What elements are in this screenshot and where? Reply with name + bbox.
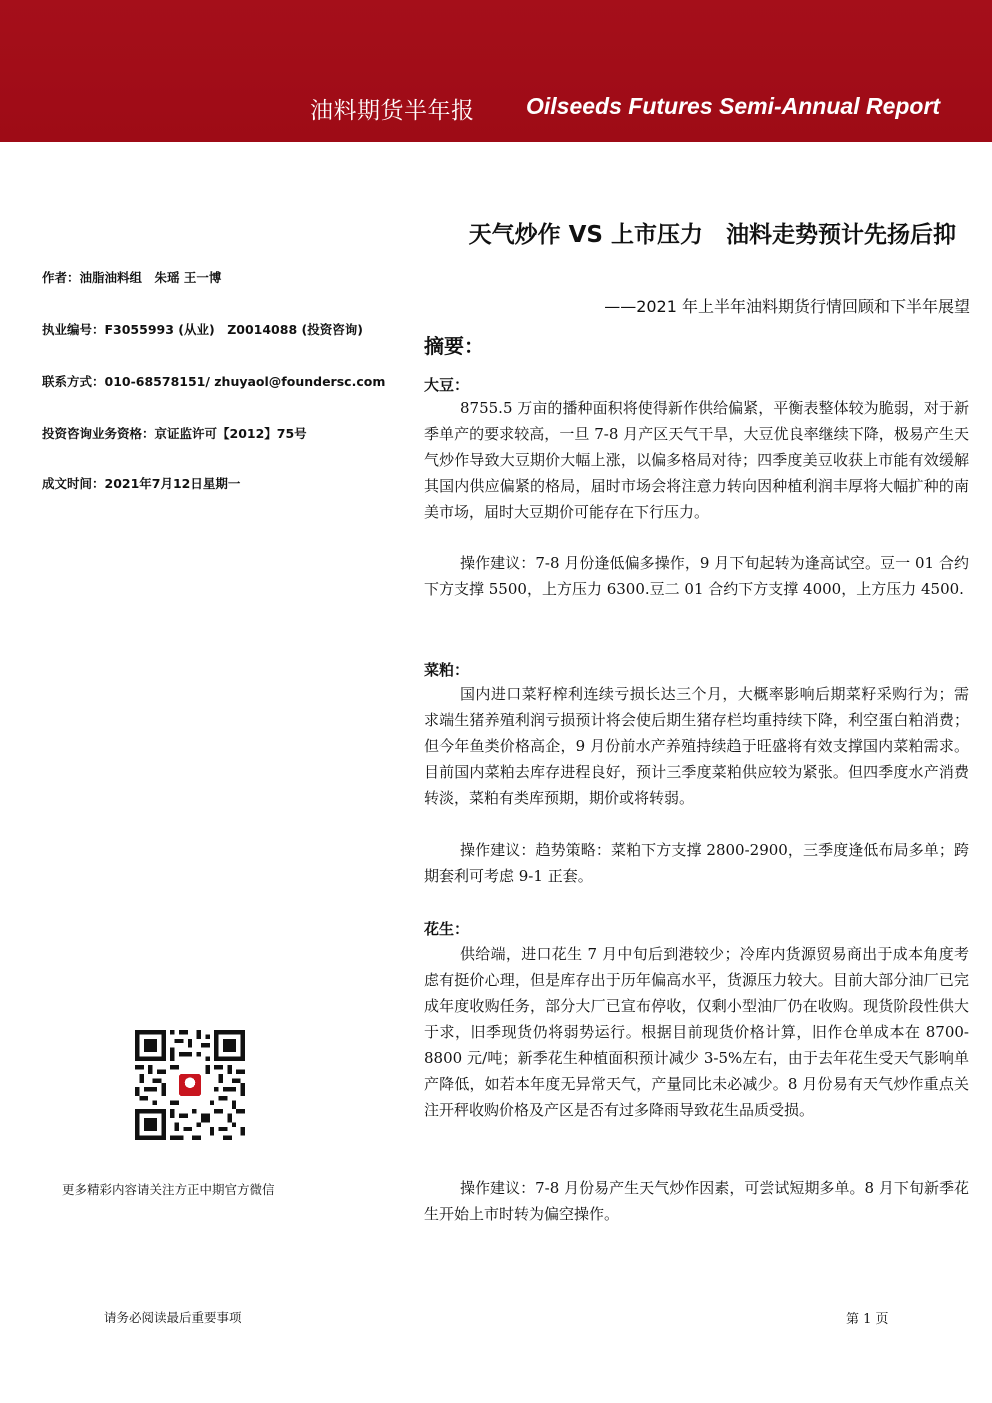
report-subtitle: ——2021 年上半年油料期货行情回顾和下半年展望: [604, 297, 970, 316]
wechat-qr-code: [135, 1030, 245, 1140]
header-title-en: Oilseeds Futures Semi-Annual Report: [526, 93, 941, 119]
section-heading-soybean: 大豆：: [424, 376, 470, 394]
header-title-cn: 油料期货半年报: [310, 98, 475, 124]
paragraph-peanut-analysis: 供给端，进口花生 7 月中旬后到港较少；冷库内货源贸易商出于成本角度考虑有挺价心理，但是库存出于历年偏高水平，货源压力较大。目前大部分油厂已完成年度收购任务，部分大厂已宣布停收，仅剩小型油厂仍在收购。现货阶段性供大于求，旧季现货仍将弱势运行。根据目前现货价格计算，旧作仓单成本在 8700-8800 元/吨；新季花生种植面积预计减少 3-5%左右，由于去年花生受天气影响单产降低，如若本年度无异常天气，产量同比未必减少。8 月份易有天气炒作重点关注开秤收购价格及产区是否有过多降雨导致花生品质受损。: [424, 945, 969, 1119]
paragraph-rapeseed-analysis: 国内进口菜籽榨利连续亏损长达三个月，大概率影响后期菜籽采购行为；需求端生猪养殖利润亏损预计将会使后期生猪存栏均重持续下降，利空蛋白粕消费；但今年鱼类价格高企，9 月份前水产养殖持续趋于旺盛将有效支撑国内菜粕需求。目前国内菜粕去库存进程良好，预计三季度菜粕供应较为紧张。但四季度水产消费转淡，菜粕有类库预期，期价或将转弱。: [424, 685, 969, 807]
header-banner: [0, 0, 992, 142]
contact-line: 联系方式：010-68578151/ zhuyaol@foundersc.com: [42, 374, 386, 389]
abstract-title: 摘要：: [424, 334, 484, 358]
section-heading-peanut: 花生：: [424, 920, 470, 938]
footer-notice: 请务必阅读最后重要事项: [104, 1310, 242, 1325]
paragraph-rapeseed-advice: 操作建议：趋势策略：菜粕下方支撑 2800-2900，三季度逢低布局多单；跨期套利可考虑 9-1 正套。: [424, 841, 969, 885]
qualification-line: 投资咨询业务资格：京证监许可【2012】75号: [42, 426, 307, 441]
qr-caption: 更多精彩内容请关注方正中期官方微信: [62, 1182, 275, 1197]
paragraph-soybean-analysis: 8755.5 万亩的播种面积将使得新作供给偏紧，平衡表整体较为脆弱，对于新季单产的要求较高，一旦 7-8 月产区天气干旱，大豆优良率继续下降，极易产生天气炒作导致大豆期价大幅上涨，以偏多格局对待；四季度美豆收获上市能有效缓解其国内供应偏紧的格局，届时市场会将注意力转向因种植利润丰厚将大幅扩种的南美市场，届时大豆期价可能存在下行压力。: [424, 399, 969, 521]
paragraph-soybean-advice: 操作建议：7-8 月份逢低偏多操作，9 月下旬起转为逢高试空。豆一 01 合约下方支撑 5500，上方压力 6300.豆二 01 合约下方支撑 4000，上方压力 4500.: [424, 554, 969, 598]
author-line: 作者：油脂油料组 朱瑶 王一博: [42, 270, 222, 285]
paragraph-peanut-advice: 操作建议：7-8 月份易产生天气炒作因素，可尝试短期多单。8 月下旬新季花生开始上市时转为偏空操作。: [424, 1179, 969, 1223]
date-line: 成文时间：2021年7月12日星期一: [42, 476, 241, 491]
page-number: 第 1 页: [846, 1312, 889, 1327]
license-line: 执业编号：F3055993 (从业) Z0014088 (投资咨询): [42, 322, 363, 337]
report-title: 天气炒作 VS 上市压力 油料走势预计先扬后抑: [468, 222, 956, 248]
section-heading-rapeseed-meal: 菜粕：: [424, 661, 470, 679]
